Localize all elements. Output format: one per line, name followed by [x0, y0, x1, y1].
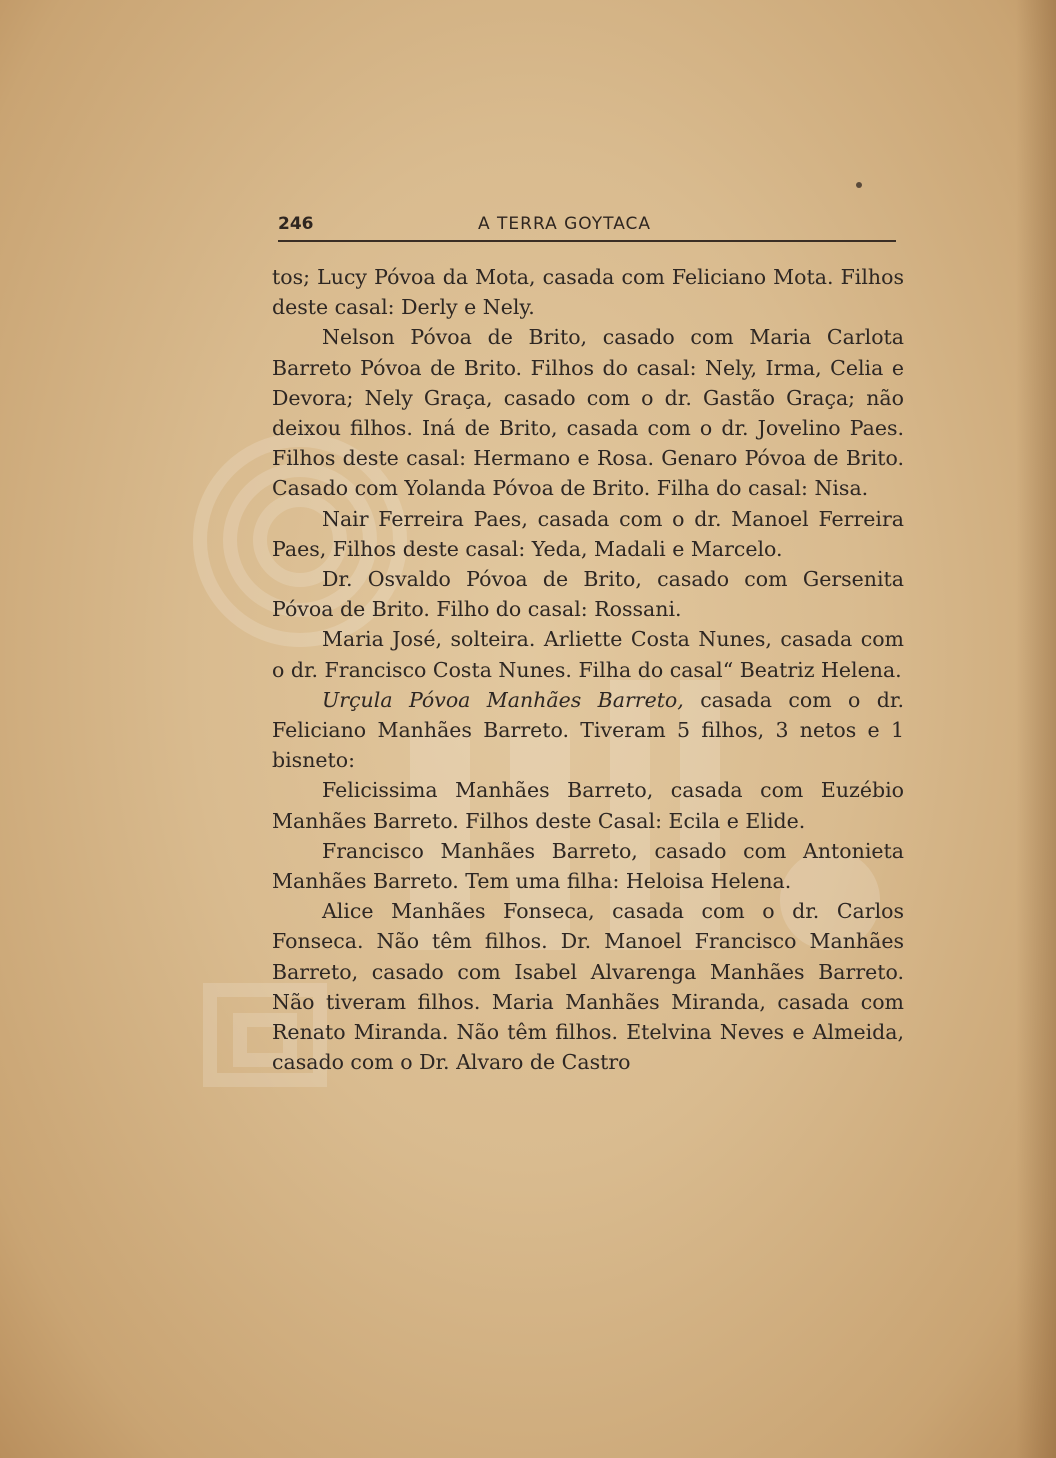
- paragraph: Felicissima Manhães Barreto, casada com Euzébio Manhães Barreto. Filhos deste Casal: Ecila e Elide.: [272, 778, 904, 833]
- page-header: [278, 212, 896, 242]
- paragraph: Maria José, solteira. Arliette Costa Nunes, casada com o dr. Francisco Costa Nunes. Filha do casal“ Beatriz Helena.: [272, 627, 904, 682]
- paragraph: [272, 685, 904, 776]
- paragraph: Alice Manhães Fonseca, casada com o dr. Carlos Fonseca. Não têm filhos. Dr. Manoel Francisco Manhães Barreto, casado com Isabel Alvarenga Manhães Barreto. Não tiveram filhos. Maria Manhães Miranda, casada com Renato Miranda. Não têm filhos. Etelvina Neves e Almeida, casado com o Dr. Alvaro de Castro: [272, 899, 904, 1075]
- paragraph-text: casada com o dr. Feliciano Manhães Barreto. Tiveram 5 filhos, 3 netos e 1 bisneto:: [272, 687, 904, 773]
- italic-name: Urçula Póvoa Manhães Barreto,: [322, 687, 684, 712]
- page-edge-shadow: [1016, 0, 1056, 1458]
- paragraph: Dr. Osvaldo Póvoa de Brito, casado com Gersenita Póvoa de Brito. Filho do casal: Rossani.: [272, 567, 904, 622]
- running-title: A TERRA GOYTACA: [478, 214, 652, 234]
- paragraph: Nelson Póvoa de Brito, casado com Maria Carlota Barreto Póvoa de Brito. Filhos do casal: Nely, Irma, Celia e Devora; Nely Graça, casado com o dr. Gastão Graça; não deixou filhos. Iná de Brito, casada com o dr. Jovelino Paes. Filhos deste casal: Hermano e Rosa. Genaro Póvoa de Brito. Casado com Yolanda Póvoa de Brito. Filha do casal: Nisa.: [272, 325, 904, 501]
- page-number: 246: [278, 214, 314, 234]
- paragraph: Francisco Manhães Barreto, casado com Antonieta Manhães Barreto. Tem uma filha: Heloisa Helena.: [272, 838, 904, 894]
- ink-spot: [856, 182, 862, 188]
- paragraph: tos; Lucy Póvoa da Mota, casada com Feliciano Mota. Filhos deste casal: Derly e Nely.: [272, 265, 904, 320]
- body-text: [272, 262, 904, 1077]
- paragraph: Nair Ferreira Paes, casada com o dr. Manoel Ferreira Paes, Filhos deste casal: Yeda, Madali e Marcelo.: [272, 506, 904, 561]
